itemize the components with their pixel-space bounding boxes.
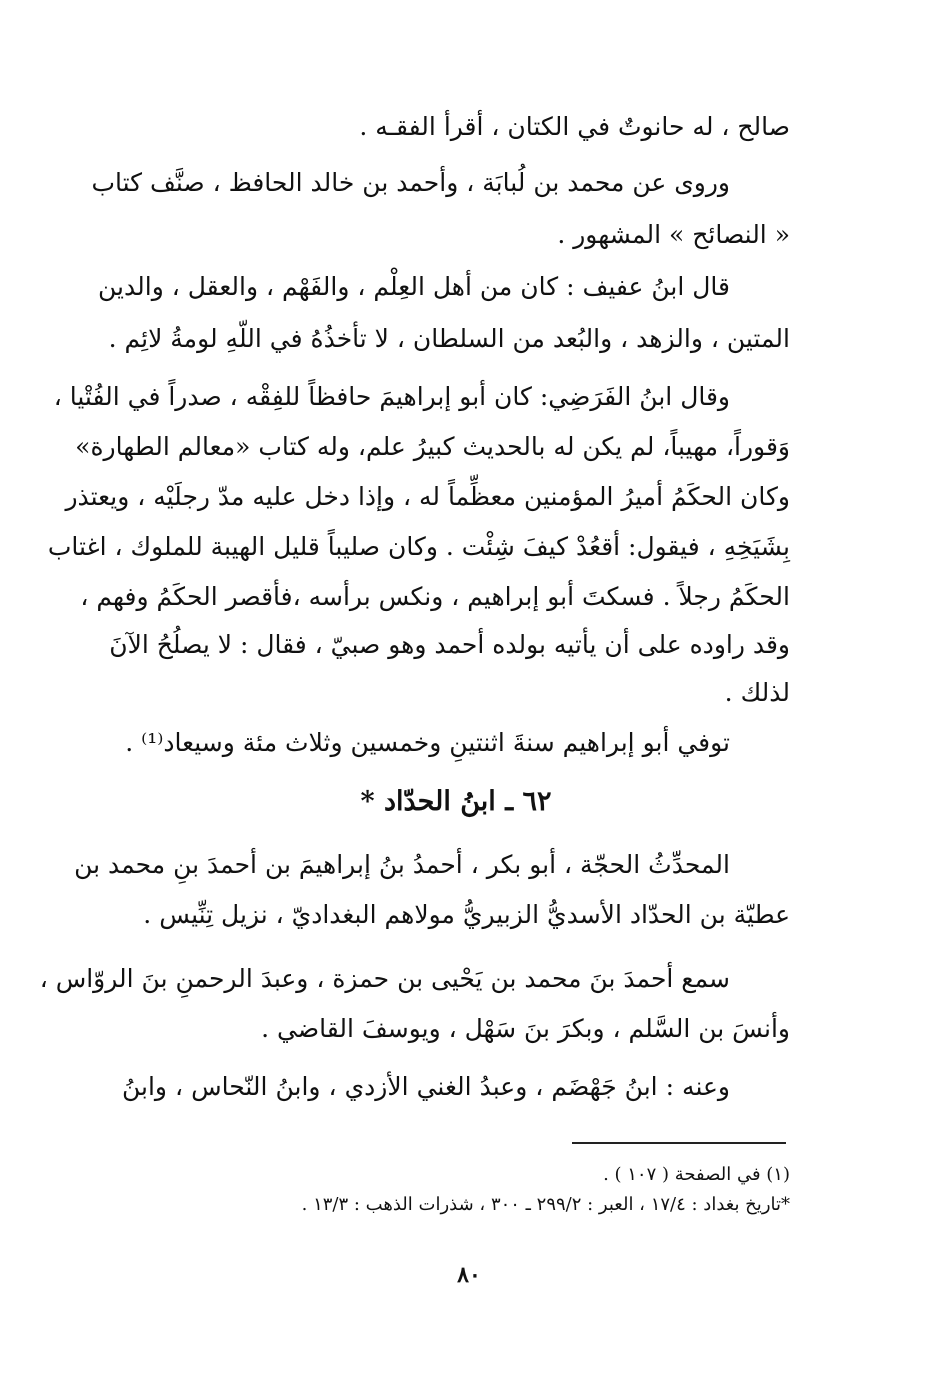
text-line: الحكَمُ رجلاً . فسكتَ أبو إبراهيم ، ونكس برأسه ،فأقصر الحكَمُ وفهم ، <box>80 582 790 611</box>
text-line: المتين ، والزهد ، والبُعد من السلطان ، لا تأخذُهُ في اللّهِ لومةُ لائِم . <box>108 324 790 353</box>
footnote: *تاريخ بغداد : ١٧/٤ ، العبر : ٢٩٩/٢ ـ ٣٠٠ ، شذرات الذهب : ١٣/٣ . <box>301 1194 790 1215</box>
text-line: « النصائح » المشهور . <box>557 220 790 249</box>
text-line: عطيّة بن الحدّاد الأسديُّ الزبيريُّ مولاهم البغداديّ ، نزيل تِنِّيس . <box>143 900 790 929</box>
text-line: بِشَيَخِهِ ، فيقول: أقعُدْ كيفَ شِئْت . وكان صليباً قليل الهيبة للملوك ، اغتاب <box>47 532 790 561</box>
text-line: وَقوراً، مهيباً، لم يكن له بالحديث كبيرُ علم، وله كتاب «معالم الطهارة» <box>75 432 790 461</box>
text-line: المحدِّثُ الحجّة ، أبو بكر ، أحمدُ بنُ إبراهيمَ بن أحمدَ بنِ محمد بن <box>74 850 730 879</box>
text-line: وروى عن محمد بن لُبابَة ، وأحمد بن خالد الحافظ ، صنَّف كتاب <box>91 168 730 197</box>
text-line: وقد راوده على أن يأتيه بولده أحمد وهو صبيّ ، فقال : لا يصلُحُ الآنَ <box>109 630 790 659</box>
text-line: توفي أبو إبراهيم سنةَ اثنتينِ وخمسين وثلاث مئة وسيعاد⁽¹⁾ . <box>125 728 730 757</box>
text-line: سمع أحمدَ بنَ محمد بن يَحْيى بن حمزة ، وعبدَ الرحمنِ بنَ الروّاس ، <box>39 964 730 993</box>
text-line: وقال ابنُ الفَرَضِي: كان أبو إبراهيمَ حافظاً للفِقْه ، صدراً في الفُتْيا ، <box>53 382 730 411</box>
text-line: وعنه : ابنُ جَهْضَم ، وعبدُ الغني الأزدي ، وابنُ النّحاس ، وابنُ <box>122 1072 730 1101</box>
text-line: وكان الحكَمُ أميرُ المؤمنين معظِّماً له ، وإذا دخل عليه مدّ رجلَيْه ، ويعتذر <box>65 482 790 511</box>
section-heading: ٦٢ ـ ابنُ الحدّاد * <box>360 786 552 817</box>
text-line: قال ابنُ عفيف : كان من أهل العِلْم ، والفَهْم ، والعقل ، والدين <box>98 272 730 301</box>
page-number: ٨٠ <box>457 1262 481 1288</box>
footnote-divider <box>572 1142 786 1144</box>
footnote: (١) في الصفحة ( ١٠٧ ) . <box>603 1164 790 1185</box>
text-line: لذلك . <box>724 678 790 707</box>
text-line: صالح ، له حانوتٌ في الكتان ، أقرأ الفقـه . <box>359 112 790 141</box>
text-line: وأنسَ بن السَّلم ، وبكرَ بنَ سَهْل ، ويوسفَ القاضي . <box>261 1014 790 1043</box>
